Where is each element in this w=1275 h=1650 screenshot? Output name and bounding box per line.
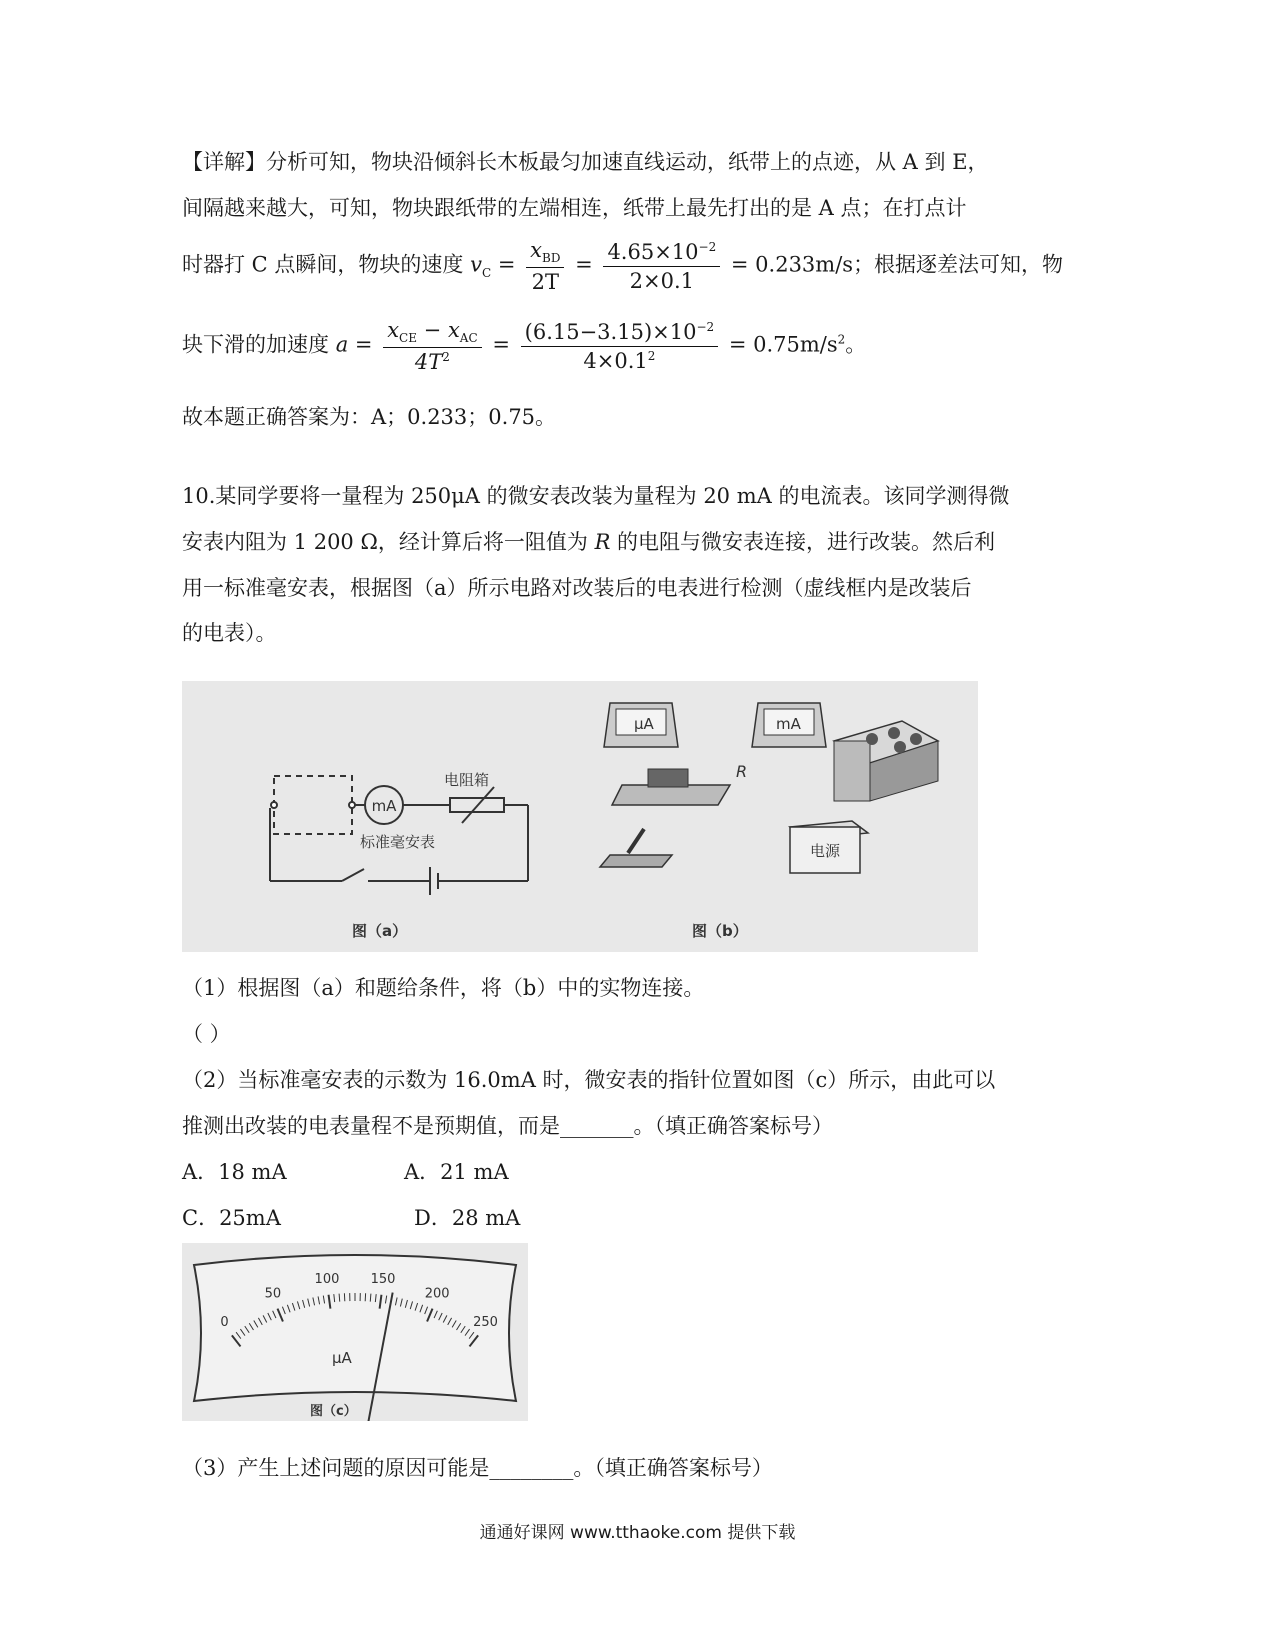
part-2-line-2: 推测出改装的电表量程不是预期值，而是_______。（填正确答案标号） [182,1114,833,1138]
scale-label: 0 [220,1314,229,1330]
ma-meter-label: mA [371,797,397,815]
equals-sign: = [575,252,593,277]
a-f2-num: (6.15−3.15)×10 [524,319,697,344]
acceleration-result-sup: 2 [837,332,846,347]
acceleration-intro: 块下滑的加速度 [182,332,329,357]
scale-label: 150 [370,1271,396,1287]
velocity-tail: ；根据逐差法可知，物 [853,252,1064,277]
vc-f1-num: x [530,238,542,262]
a-f1-xac: − x [417,318,460,342]
scale-label: 200 [424,1286,450,1302]
equals-sign: = [492,332,510,357]
dashed-meter-box [274,776,352,834]
velocity-result: = 0.233m/s [730,252,854,277]
a-f2-num-sup: −2 [696,319,715,334]
components-photo [600,703,938,940]
a-symbol: a [335,332,349,357]
meter-dial [194,1255,516,1401]
scale-tick [339,1294,340,1302]
resistor-symbol: R [594,530,611,554]
question-line-3: 用一标准毫安表，根据图（a）所示电路对改装后的电表进行检测（虚线框内是改装后 [182,576,972,600]
acceleration-end: 。 [845,332,867,357]
microammeter [604,703,678,747]
meter-unit-label: μA [332,1349,352,1367]
a-f1-xac-sub: AC [459,331,478,346]
a-f1-den-sup: 2 [442,350,450,365]
resistor-label: R [736,762,748,781]
a-f1-xce-sub: CE [399,331,417,346]
velocity-fraction-2 [603,240,720,293]
solution-velocity-line [182,238,1063,294]
vc-subscript: C [481,265,492,280]
question-line-2 [182,526,995,556]
solution-line-1: 【详解】分析可知，物块沿倾斜长木板最匀加速直线运动，纸带上的点迹，从 A 到 E， [182,150,989,174]
option-3: C．25mA [182,1206,281,1230]
question-line-4: 的电表）。 [182,621,277,645]
option-4: D．28 mA [414,1206,521,1230]
solution-acceleration-line [182,318,866,374]
option-1: A．18 mA [182,1160,287,1184]
terminal [349,802,355,808]
vc-f2-den: 2×0.1 [629,268,694,293]
switch-component [600,829,672,867]
vc-f1-num-sub: BD [542,251,561,266]
acceleration-fraction-2 [521,320,719,373]
solution-line-2: 间隔越来越大，可知，物块跟纸带的左端相连，纸带上最先打出的是 A 点；在打点计 [182,196,967,220]
power-supply-label: 电源 [810,842,841,860]
equals-sign: = [497,252,516,277]
solution-answer: 故本题正确答案为：A；0.233；0.75。 [182,405,557,429]
switch-symbol [342,869,364,881]
part-1-blank: （ ） [182,1022,231,1046]
caption-b: 图（b） [692,922,748,940]
a-f1-xce: x [387,318,400,342]
resistor-component [612,762,747,805]
vc-f1-den: 2T [531,270,559,295]
scale-label: 50 [264,1286,282,1302]
power-supply [790,821,868,873]
vc-symbol: v [470,252,482,277]
question-line-2b: 的电阻与微安表连接，进行改装。然后利 [610,530,996,554]
question-line-2a: 安表内阻为 1 200 Ω，经计算后将一阻值为 [182,530,595,554]
circuit-diagram [270,771,528,940]
standard-meter-label: 标准毫安表 [360,833,436,851]
vc-f2-num: 4.65×10 [607,239,699,264]
milliammeter-label: mA [776,715,801,733]
resistance-box [834,721,938,801]
a-f2-den-sup: 2 [647,348,656,363]
part-2-line-1: （2）当标准毫安表的示数为 16.0mA 时，微安表的指针位置如图（c）所示，由此可以 [182,1068,996,1092]
page-footer: 通通好课网 www.tthaoke.com 提供下载 [479,1523,796,1543]
acceleration-result: = 0.75m/s [728,332,838,357]
part-1: （1）根据图（a）和题给条件，将（b）中的实物连接。 [182,976,705,1000]
caption-a: 图（a） [352,922,408,940]
equals-sign: = [354,332,373,357]
part-3: （3）产生上述问题的原因可能是________。（填正确答案标号） [182,1456,773,1480]
velocity-intro: 时器打 C 点瞬间，物块的速度 [182,252,464,277]
velocity-fraction-1 [526,238,564,294]
vc-f2-num-sup: −2 [698,239,717,254]
terminal [271,802,277,808]
resistor-box-label: 电阻箱 [444,771,490,789]
a-f2-den: 4×0.1 [583,348,648,373]
scale-label: 100 [314,1271,340,1287]
figure-c [182,1243,528,1421]
figure-ab [182,681,978,952]
milliammeter [752,703,826,747]
scale-label: 250 [473,1314,498,1330]
microammeter-label: μA [634,715,654,733]
a-f1-den: 4T [414,350,443,375]
caption-c: 图（c） [310,1404,357,1419]
acceleration-fraction-1 [383,318,481,374]
question-line-1: 10.某同学要将一量程为 250μA 的微安表改装为量程为 20 mA 的电流表。该同学测得微 [182,484,1010,508]
scale-tick [370,1294,371,1302]
option-2: A．21 mA [404,1160,509,1184]
